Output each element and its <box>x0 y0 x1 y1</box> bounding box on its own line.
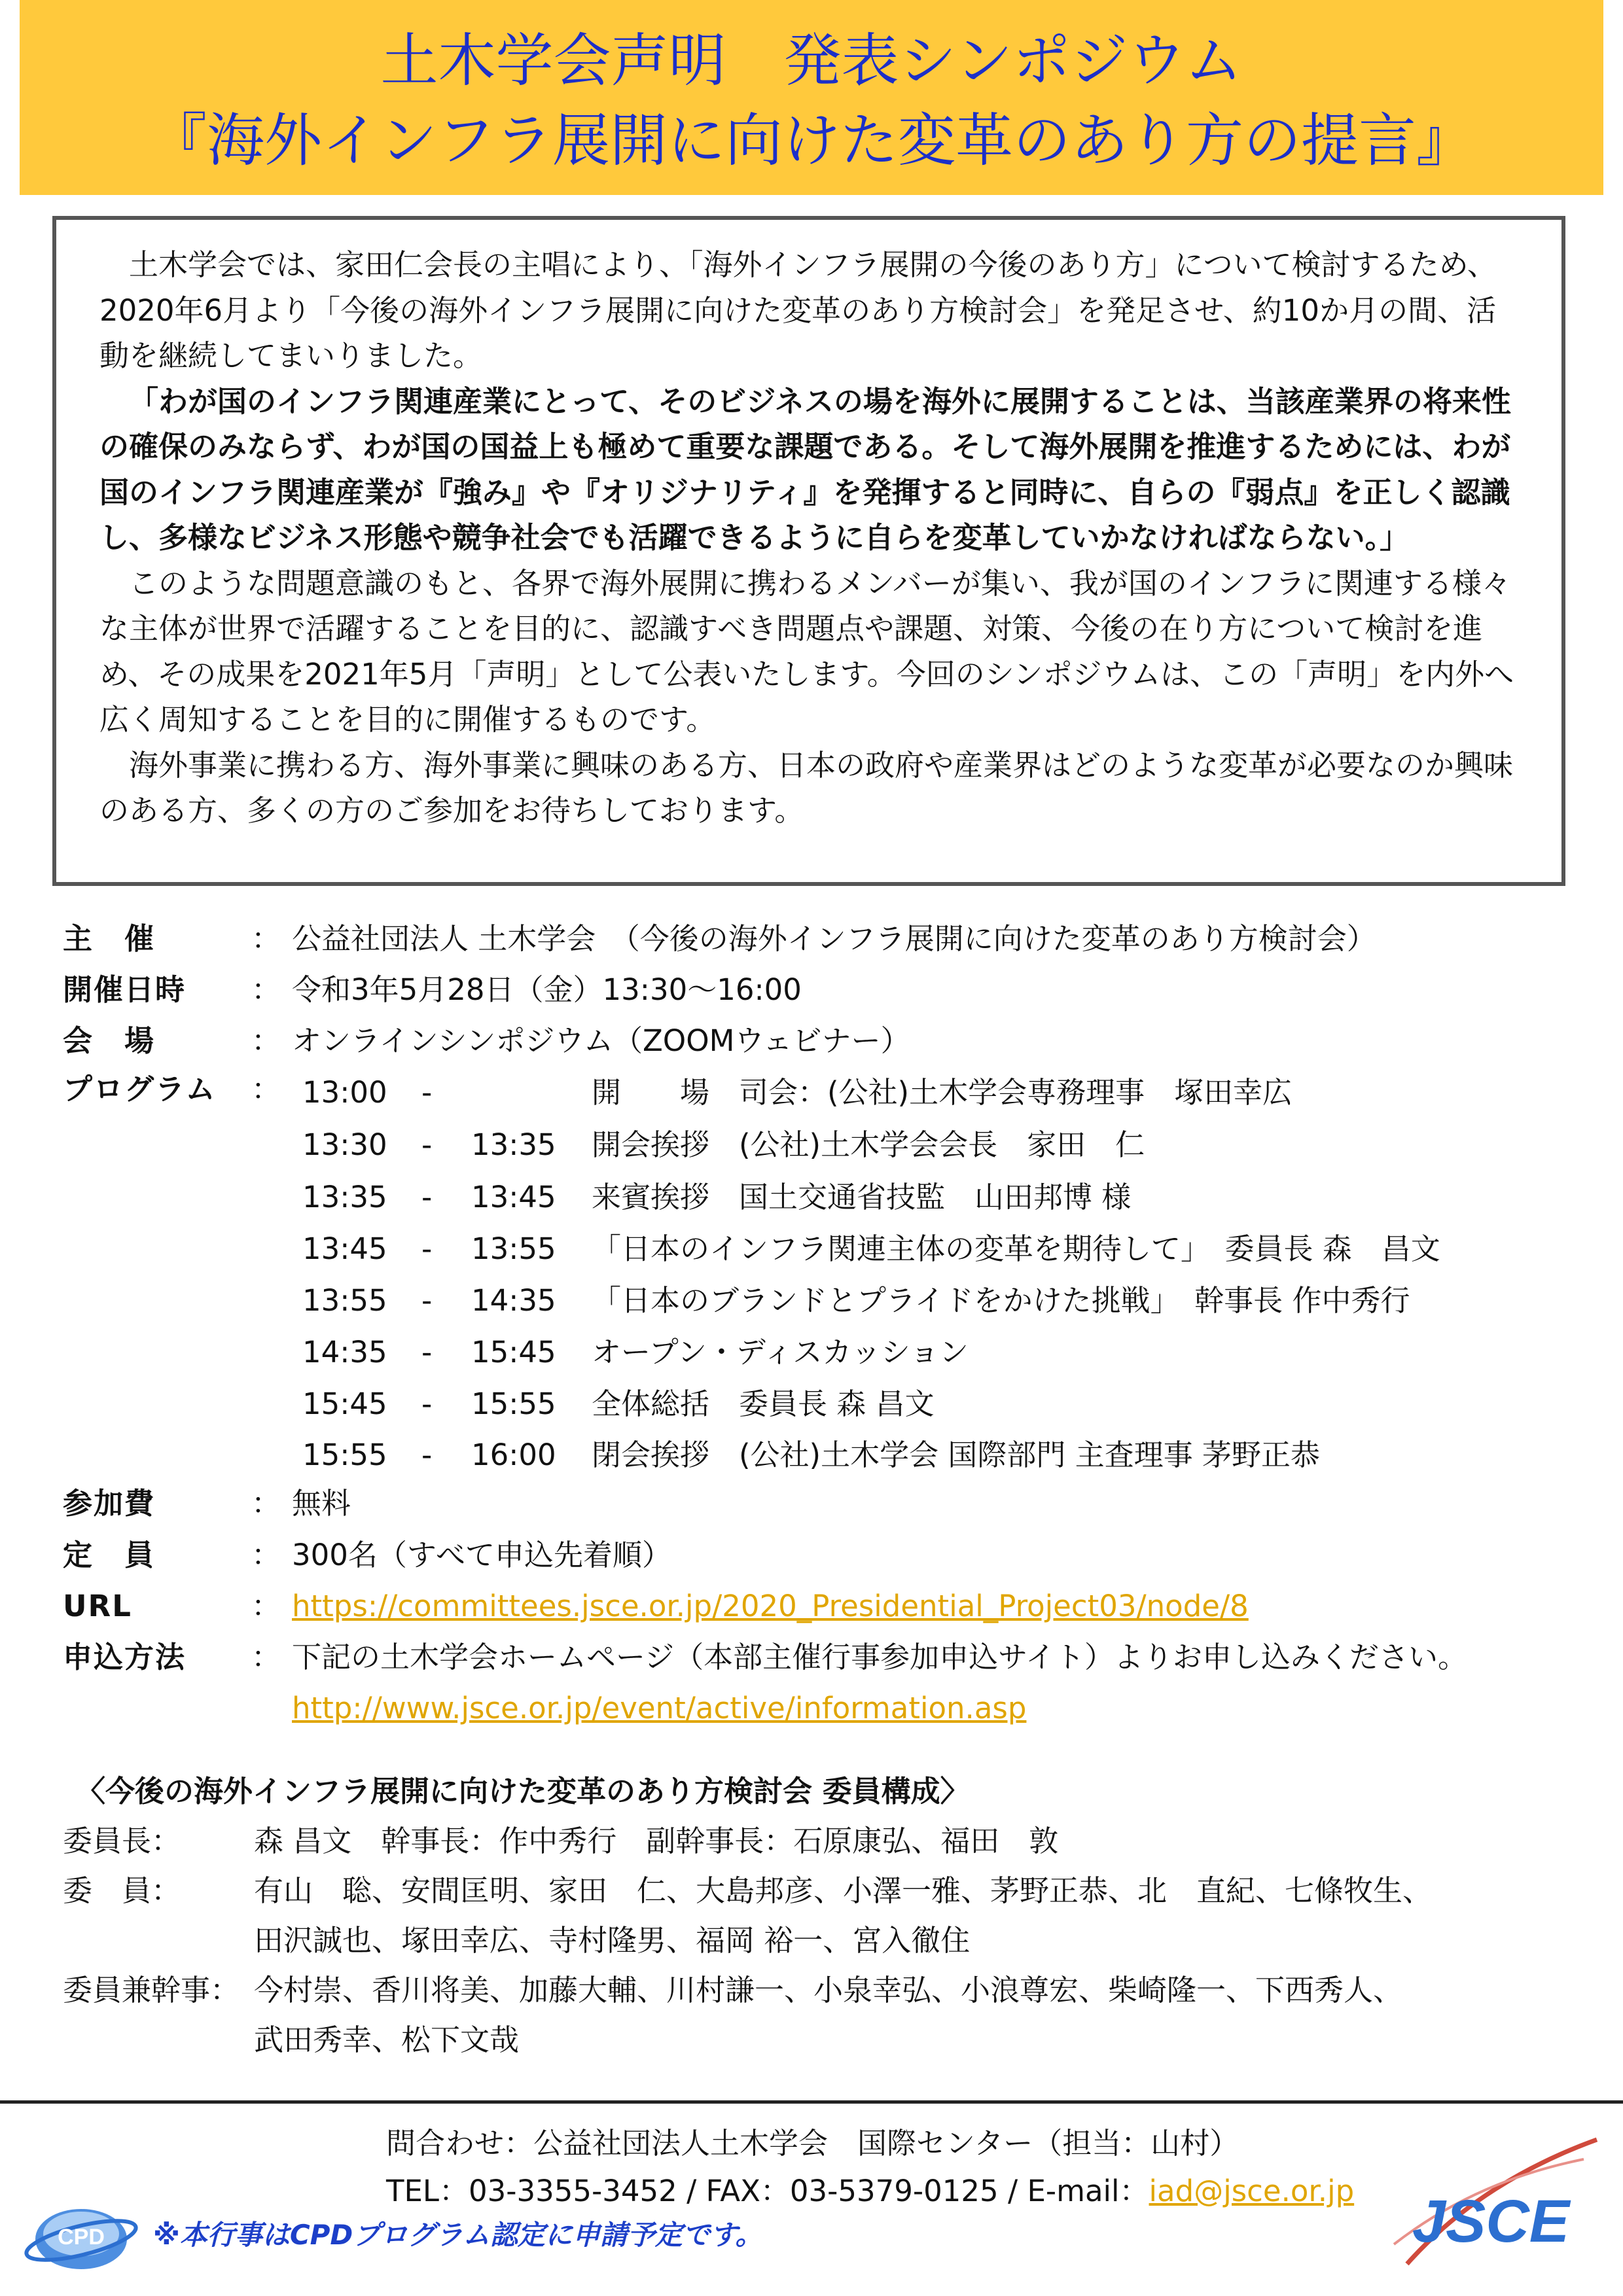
intro-paragraph-3: このような問題意識のもと、各界で海外展開に携わるメンバーが集い、我が国のインフラに関連する様々な主体が世界で活躍することを目的に、認識すべき問題点や課題、対策、今後の在り方について検討を進め、その成果を2021年5月「声明」として公表いたします。今回のシンポジウムは、この「声明」を内外へ広く周知することを目的に開催するものです。 <box>99 565 1514 737</box>
program-dash: - <box>421 1386 433 1421</box>
program-end-time: 15:45 <box>471 1335 556 1369</box>
fee-value: 無料 <box>292 1486 351 1521</box>
program-description: 開会挨拶 (公社)土木学会会長 家田 仁 <box>592 1127 1145 1162</box>
program-label: プログラム <box>63 1072 217 1106</box>
program-description: 開 場 司会：(公社)土木学会専務理事 塚田幸広 <box>592 1075 1293 1110</box>
secretary-label: 委員兼幹事： <box>63 1973 240 2007</box>
jsce-logo-text: JSCE <box>1412 2188 1570 2255</box>
colon: ： <box>251 1538 281 1572</box>
fee-label: 参加費 <box>63 1486 156 1521</box>
colon: ： <box>251 1486 281 1521</box>
program-dash: - <box>421 1283 433 1318</box>
title-banner <box>20 0 1603 195</box>
capacity-value: 300名（すべて申込先着順） <box>292 1538 671 1572</box>
contact-line: 問合わせ：公益社団法人土木学会 国際センター（担当：山村） <box>386 2126 1240 2161</box>
jsce-logo-icon <box>1381 2127 1603 2284</box>
footer-divider <box>0 2100 1623 2104</box>
apply-link[interactable]: http://www.jsce.or.jp/event/active/information.asp <box>292 1691 1027 1725</box>
program-description: 来賓挨拶 国土交通省技監 山田邦博 様 <box>592 1180 1132 1214</box>
program-description: 閉会挨拶 (公社)土木学会 国際部門 主査理事 茅野正恭 <box>592 1438 1321 1472</box>
apply-value: 下記の土木学会ホームページ（本部主催行事参加申込サイト）よりお申し込みください。 <box>292 1640 1467 1674</box>
program-dash: - <box>421 1231 433 1266</box>
program-start-time: 15:55 <box>302 1438 387 1472</box>
date-label: 開催日時 <box>63 972 187 1007</box>
program-description: 「日本のインフラ関連主体の変革を期待して」 委員長 森 昌文 <box>592 1231 1440 1266</box>
member-line-2: 田沢誠也、塚田幸広、寺村隆男、福岡 裕一、宮入徹住 <box>254 1923 971 1958</box>
program-end-time: 16:00 <box>471 1438 556 1472</box>
url-label: URL <box>63 1589 132 1623</box>
program-start-time: 13:35 <box>302 1180 387 1214</box>
program-start-time: 13:30 <box>302 1127 387 1162</box>
colon: ： <box>251 1640 281 1674</box>
secretary-line-2: 武田秀幸、松下文哉 <box>254 2022 520 2057</box>
program-dash: - <box>421 1180 433 1214</box>
chair-label: 委員長： <box>63 1824 181 1858</box>
cpd-logo-icon <box>22 2188 140 2280</box>
program-start-time: 13:45 <box>302 1231 387 1266</box>
capacity-label: 定 員 <box>63 1538 156 1572</box>
colon: ： <box>251 1072 281 1106</box>
apply-label: 申込方法 <box>63 1640 187 1674</box>
program-description: 「日本のブランドとプライドをかけた挑戦」 幹事長 作中秀行 <box>592 1283 1410 1318</box>
program-end-time: 13:35 <box>471 1127 556 1162</box>
program-start-time: 15:45 <box>302 1386 387 1421</box>
tel-fax: TEL：03-3355-3452 / FAX：03-5379-0125 / E-mail： <box>386 2174 1149 2208</box>
program-dash: - <box>421 1075 433 1110</box>
program-end-time: 15:55 <box>471 1386 556 1421</box>
program-start-time: 13:00 <box>302 1075 387 1110</box>
cpd-note: ※本行事はCPDプログラム認定に申請予定です。 <box>153 2219 763 2251</box>
colon: ： <box>251 921 281 956</box>
email-link[interactable]: iad@jsce.or.jp <box>1149 2174 1355 2208</box>
member-label: 委 員： <box>63 1873 181 1908</box>
title-line-1: 土木学会声明 発表シンポジウム <box>380 27 1243 94</box>
intro-box <box>52 216 1565 886</box>
organizer-label: 主 催 <box>63 921 156 956</box>
program-end-time: 13:45 <box>471 1180 556 1214</box>
venue-label: 会 場 <box>63 1023 156 1058</box>
member-line-1: 有山 聡、安間匡明、家田 仁、大島邦彦、小澤一雅、茅野正恭、北 直紀、七條牧生、 <box>254 1873 1433 1908</box>
program-description: オープン・ディスカッション <box>592 1335 969 1369</box>
colon: ： <box>251 1589 281 1623</box>
chair-value: 森 昌文 幹事長：作中秀行 副幹事長：石原康弘、福田 敦 <box>254 1824 1059 1858</box>
committee-title: 〈今後の海外インフラ展開に向けた変革のあり方検討会 委員構成〉 <box>76 1774 970 1809</box>
date-value: 令和3年5月28日（金）13:30～16:00 <box>292 972 802 1007</box>
program-dash: - <box>421 1438 433 1472</box>
cpd-logo-text: CPD <box>58 2225 105 2250</box>
secretary-line-1: 今村崇、香川将美、加藤大輔、川村謙一、小泉幸弘、小浪尊宏、柴崎隆一、下西秀人、 <box>254 1973 1403 2007</box>
program-start-time: 13:55 <box>302 1283 387 1318</box>
title-line-2: 『海外インフラ展開に向けた変革のあり方の提言』 <box>149 107 1474 174</box>
program-dash: - <box>421 1127 433 1162</box>
symposium-url-link[interactable]: https://committees.jsce.or.jp/2020_Presidential_Project03/node/8 <box>292 1589 1249 1623</box>
tel-fax-line <box>386 2169 1354 2214</box>
program-end-time: 14:35 <box>471 1283 556 1318</box>
program-dash: - <box>421 1335 433 1369</box>
colon: ： <box>251 1023 281 1058</box>
program-end-time: 13:55 <box>471 1231 556 1266</box>
organizer-value: 公益社団法人 土木学会 （今後の海外インフラ展開に向けた変革のあり方検討会） <box>292 921 1376 956</box>
program-description: 全体総括 委員長 森 昌文 <box>592 1386 935 1421</box>
colon: ： <box>251 972 281 1007</box>
program-start-time: 14:35 <box>302 1335 387 1369</box>
intro-paragraph-4: 海外事業に携わる方、海外事業に興味のある方、日本の政府や産業界はどのような変革が必要なのか興味のある方、多くの方のご参加をお待ちしております。 <box>99 747 1514 828</box>
intro-paragraph-1: 土木学会では、家田仁会長の主唱により、「海外インフラ展開の今後のあり方」について検討するため、2020年6月より「今後の海外インフラ展開に向けた変革のあり方検討会」を発足させ、約10か月の間、活動を継続してまいりました。 <box>99 247 1497 373</box>
intro-quote: 「わが国のインフラ関連産業にとって、そのビジネスの場を海外に展開することは、当該産業界の将来性の確保のみならず、わが国の国益上も極めて重要な課題である。そして海外展開を推進するためには、わが国のインフラ関連産業が『強み』や『オリジナリティ』を発揮すると同時に、自らの『弱点』を正しく認識し、多様なビジネス形態や競争社会でも活躍できるように自らを変革していかなければならない。」 <box>99 383 1511 555</box>
venue-value: オンラインシンポジウム（ZOOMウェビナー） <box>292 1023 910 1058</box>
